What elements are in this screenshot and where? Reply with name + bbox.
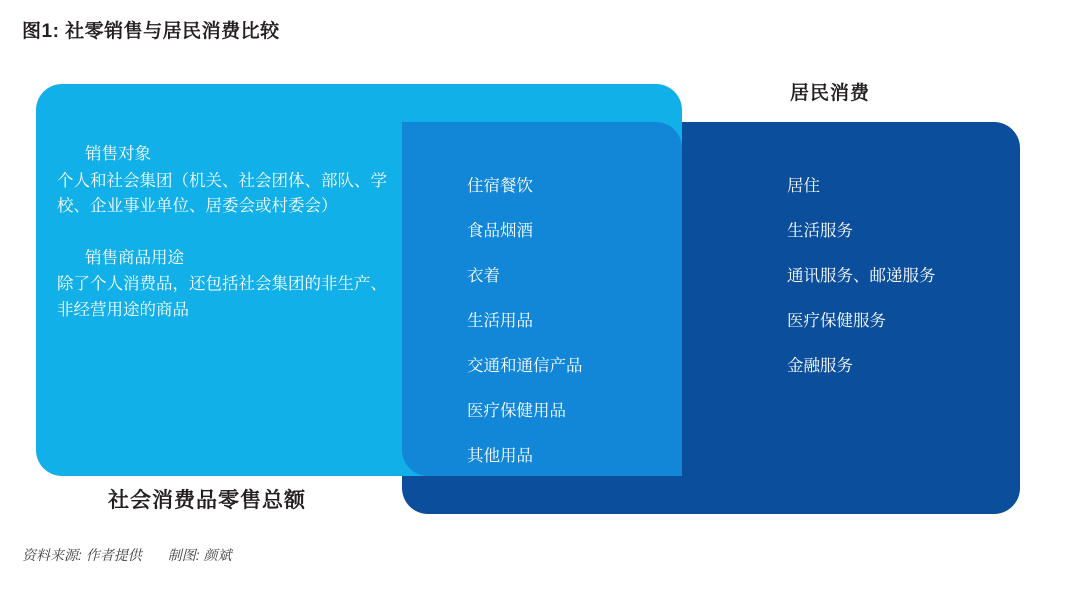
left-group-sales-target	[57, 142, 387, 220]
overlap-list-item: 生活用品	[467, 312, 533, 330]
source-label: 资料来源: 作者提供	[22, 547, 142, 563]
right-list-item: 居住	[787, 177, 820, 195]
source-note	[22, 545, 232, 565]
overlap-list-item: 食品烟酒	[467, 222, 533, 240]
set-left-title: 社会消费品零售总额	[108, 489, 306, 512]
left-group-goods-usage	[57, 246, 387, 324]
left-group-goods-usage-heading: 销售商品用途	[85, 248, 184, 267]
overlap-list-item: 住宿餐饮	[467, 177, 533, 195]
figure-title: 图1: 社零销售与居民消费比较	[22, 21, 280, 42]
left-group-goods-usage-text: 除了个人消费品，还包括社会集团的非生产、非经营用途的商品	[57, 275, 387, 319]
right-item-list	[787, 172, 936, 376]
overlap-item-list	[467, 172, 583, 466]
left-group-sales-target-heading: 销售对象	[85, 145, 151, 163]
overlap-list-item: 其他用品	[467, 447, 533, 465]
left-group-sales-target-text: 个人和社会集团（机关、社会团体、部队、学校、企业事业单位、居委会或村委会）	[57, 171, 387, 216]
set-left-content	[57, 142, 387, 323]
right-list-item: 金融服务	[787, 357, 853, 375]
right-list-item: 医疗保健服务	[787, 312, 886, 330]
right-list-item: 通讯服务、邮递服务	[787, 267, 936, 285]
credit-label: 制图: 颜斌	[167, 547, 232, 563]
overlap-list-item: 医疗保健用品	[467, 402, 566, 420]
overlap-list-item: 交通和通信产品	[467, 357, 583, 375]
set-right-title: 居民消费	[790, 83, 871, 104]
overlap-list-item: 衣着	[467, 267, 500, 285]
right-list-item: 生活服务	[787, 222, 853, 240]
